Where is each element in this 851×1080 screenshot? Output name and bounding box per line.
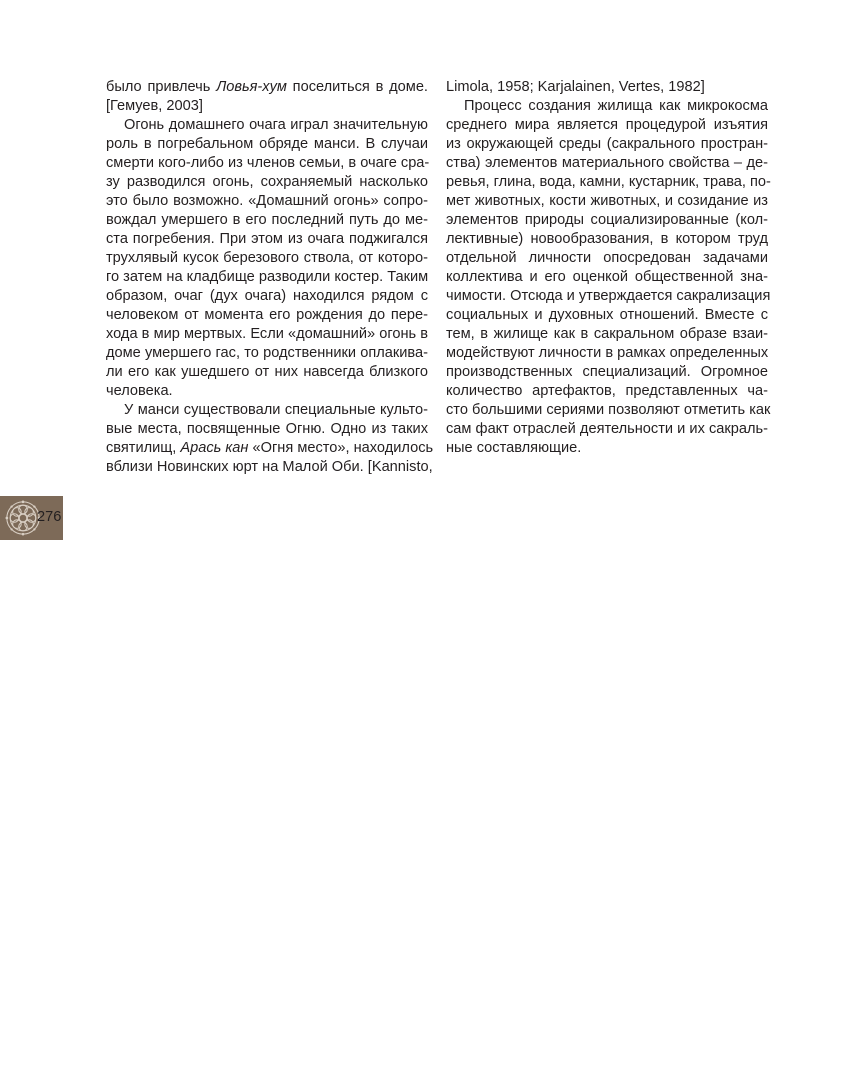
text-run: чимости. Отсюда и утверждается сакрализация [446, 288, 771, 304]
text-line [106, 192, 428, 211]
text-line [446, 154, 768, 173]
text-line [106, 154, 428, 173]
text-line [446, 230, 768, 249]
text-run: человека. [106, 383, 173, 399]
text-line [106, 116, 428, 135]
text-line [446, 401, 771, 420]
text-run: из окружающей среды (сакрального простран- [446, 136, 768, 152]
text-line [446, 344, 768, 363]
text-line [106, 363, 428, 382]
text-run: доме умершего гас, то родственники оплакива- [106, 345, 428, 361]
text-run: образом, очаг (дух очага) находился рядом с [106, 288, 428, 304]
text-line [106, 135, 428, 154]
text-line [106, 306, 428, 325]
text-line [446, 363, 768, 382]
text-run: [Гемуев, 2003] [106, 98, 203, 114]
italic-term: Ловья-хум [216, 79, 287, 95]
text-run: У манси существовали специальные культо- [124, 402, 428, 418]
text-run: Огонь домашнего очага играл значительную [124, 117, 428, 133]
text-line [106, 401, 428, 420]
text-run: сам факт отраслей деятельности и их сакраль- [446, 421, 768, 437]
text-run: ста погребения. При этом из очага поджигался [106, 231, 428, 247]
text-run: Процесс создания жилища как микрокосма [464, 98, 768, 114]
text-run: зу разводился огонь, сохраняемый насколько [106, 174, 428, 190]
text-run: модействуют личности в рамках определенных [446, 345, 769, 361]
text-line [446, 268, 768, 287]
page-number: 276 [37, 509, 62, 525]
text-line [446, 306, 768, 325]
text-line [446, 78, 768, 97]
text-line [446, 420, 768, 439]
text-run: ные составляющие. [446, 440, 582, 456]
text-run: среднего мира является процедурой изъятия [446, 117, 768, 133]
text-run: «Огня место», находилось [248, 440, 434, 456]
right-column [446, 78, 771, 458]
text-line [446, 249, 768, 268]
text-line [446, 135, 768, 154]
text-run: количество артефактов, представленных ча- [446, 383, 768, 399]
text-line [106, 420, 428, 439]
text-run: это было возможно. «Домашний огонь» сопро- [106, 193, 428, 209]
text-run: трухлявый кусок березового ствола, от которо- [106, 250, 428, 266]
text-line [446, 192, 768, 211]
text-line [106, 287, 428, 306]
text-line [446, 287, 771, 306]
text-line [106, 268, 428, 287]
text-run: ревья, глина, вода, камни, кустарник, трава, по- [446, 174, 771, 190]
text-line [106, 173, 428, 192]
text-run: было привлечь [106, 79, 217, 95]
text-line [106, 325, 428, 344]
text-run: ства) элементов материального свойства – де- [446, 155, 768, 171]
text-run: святилищ, [106, 440, 181, 456]
page-number-tab [0, 496, 63, 540]
text-run: мет животных, кости животных, и созидание из [446, 193, 768, 209]
text-line [106, 211, 428, 230]
text-run: отдельной личности опосредован задачами [446, 250, 768, 266]
text-run: коллектива и его оценкой общественной зна- [446, 269, 768, 285]
text-run: смерти кого-либо из членов семьи, в очаге сра- [106, 155, 430, 171]
text-line [446, 211, 768, 230]
text-line [446, 173, 771, 192]
text-run: лективные) новообразования, в котором труд [446, 231, 768, 247]
text-line [106, 97, 428, 116]
text-line [446, 116, 768, 135]
text-line [446, 325, 768, 344]
text-run: роль в погребальном обряде манси. В случаи [106, 136, 428, 152]
text-run: элементов природы социализированные (кол- [446, 212, 768, 228]
text-run: социальных и духовных отношений. Вместе с [446, 307, 768, 323]
text-line [446, 97, 768, 116]
text-line [446, 382, 768, 401]
text-run: тем, в жилище как в сакральном образе взаи- [446, 326, 768, 342]
text-line [106, 78, 428, 97]
text-run: ли его как ушедшего от них навсегда близкого [106, 364, 428, 380]
italic-term: Арась кан [180, 440, 249, 456]
text-run: человеком от момента его рождения до пере- [106, 307, 428, 323]
text-line [106, 344, 428, 363]
text-run: вождал умершего в его последний путь до ме- [106, 212, 428, 228]
text-run: го затем на кладбище разводили костер. Таким [106, 269, 429, 285]
text-line [106, 249, 428, 268]
text-run: Limola, 1958; Karjalainen, Vertes, 1982] [446, 79, 705, 95]
text-line [106, 439, 434, 458]
text-run: вые места, посвященные Огню. Одно из таких [106, 421, 428, 437]
text-line [106, 382, 428, 401]
text-line [106, 458, 433, 477]
text-line [106, 230, 428, 249]
text-run: хода в мир мертвых. Если «домашний» огонь в [106, 326, 428, 342]
text-run: поселиться в доме. [286, 79, 428, 95]
text-run: вблизи Новинских юрт на Малой Оби. [Kannisto, [106, 459, 433, 475]
text-run: производственных специализаций. Огромное [446, 364, 768, 380]
text-run: сто большими сериями позволяют отметить как [446, 402, 771, 418]
text-line [446, 439, 768, 458]
left-column [106, 78, 434, 477]
